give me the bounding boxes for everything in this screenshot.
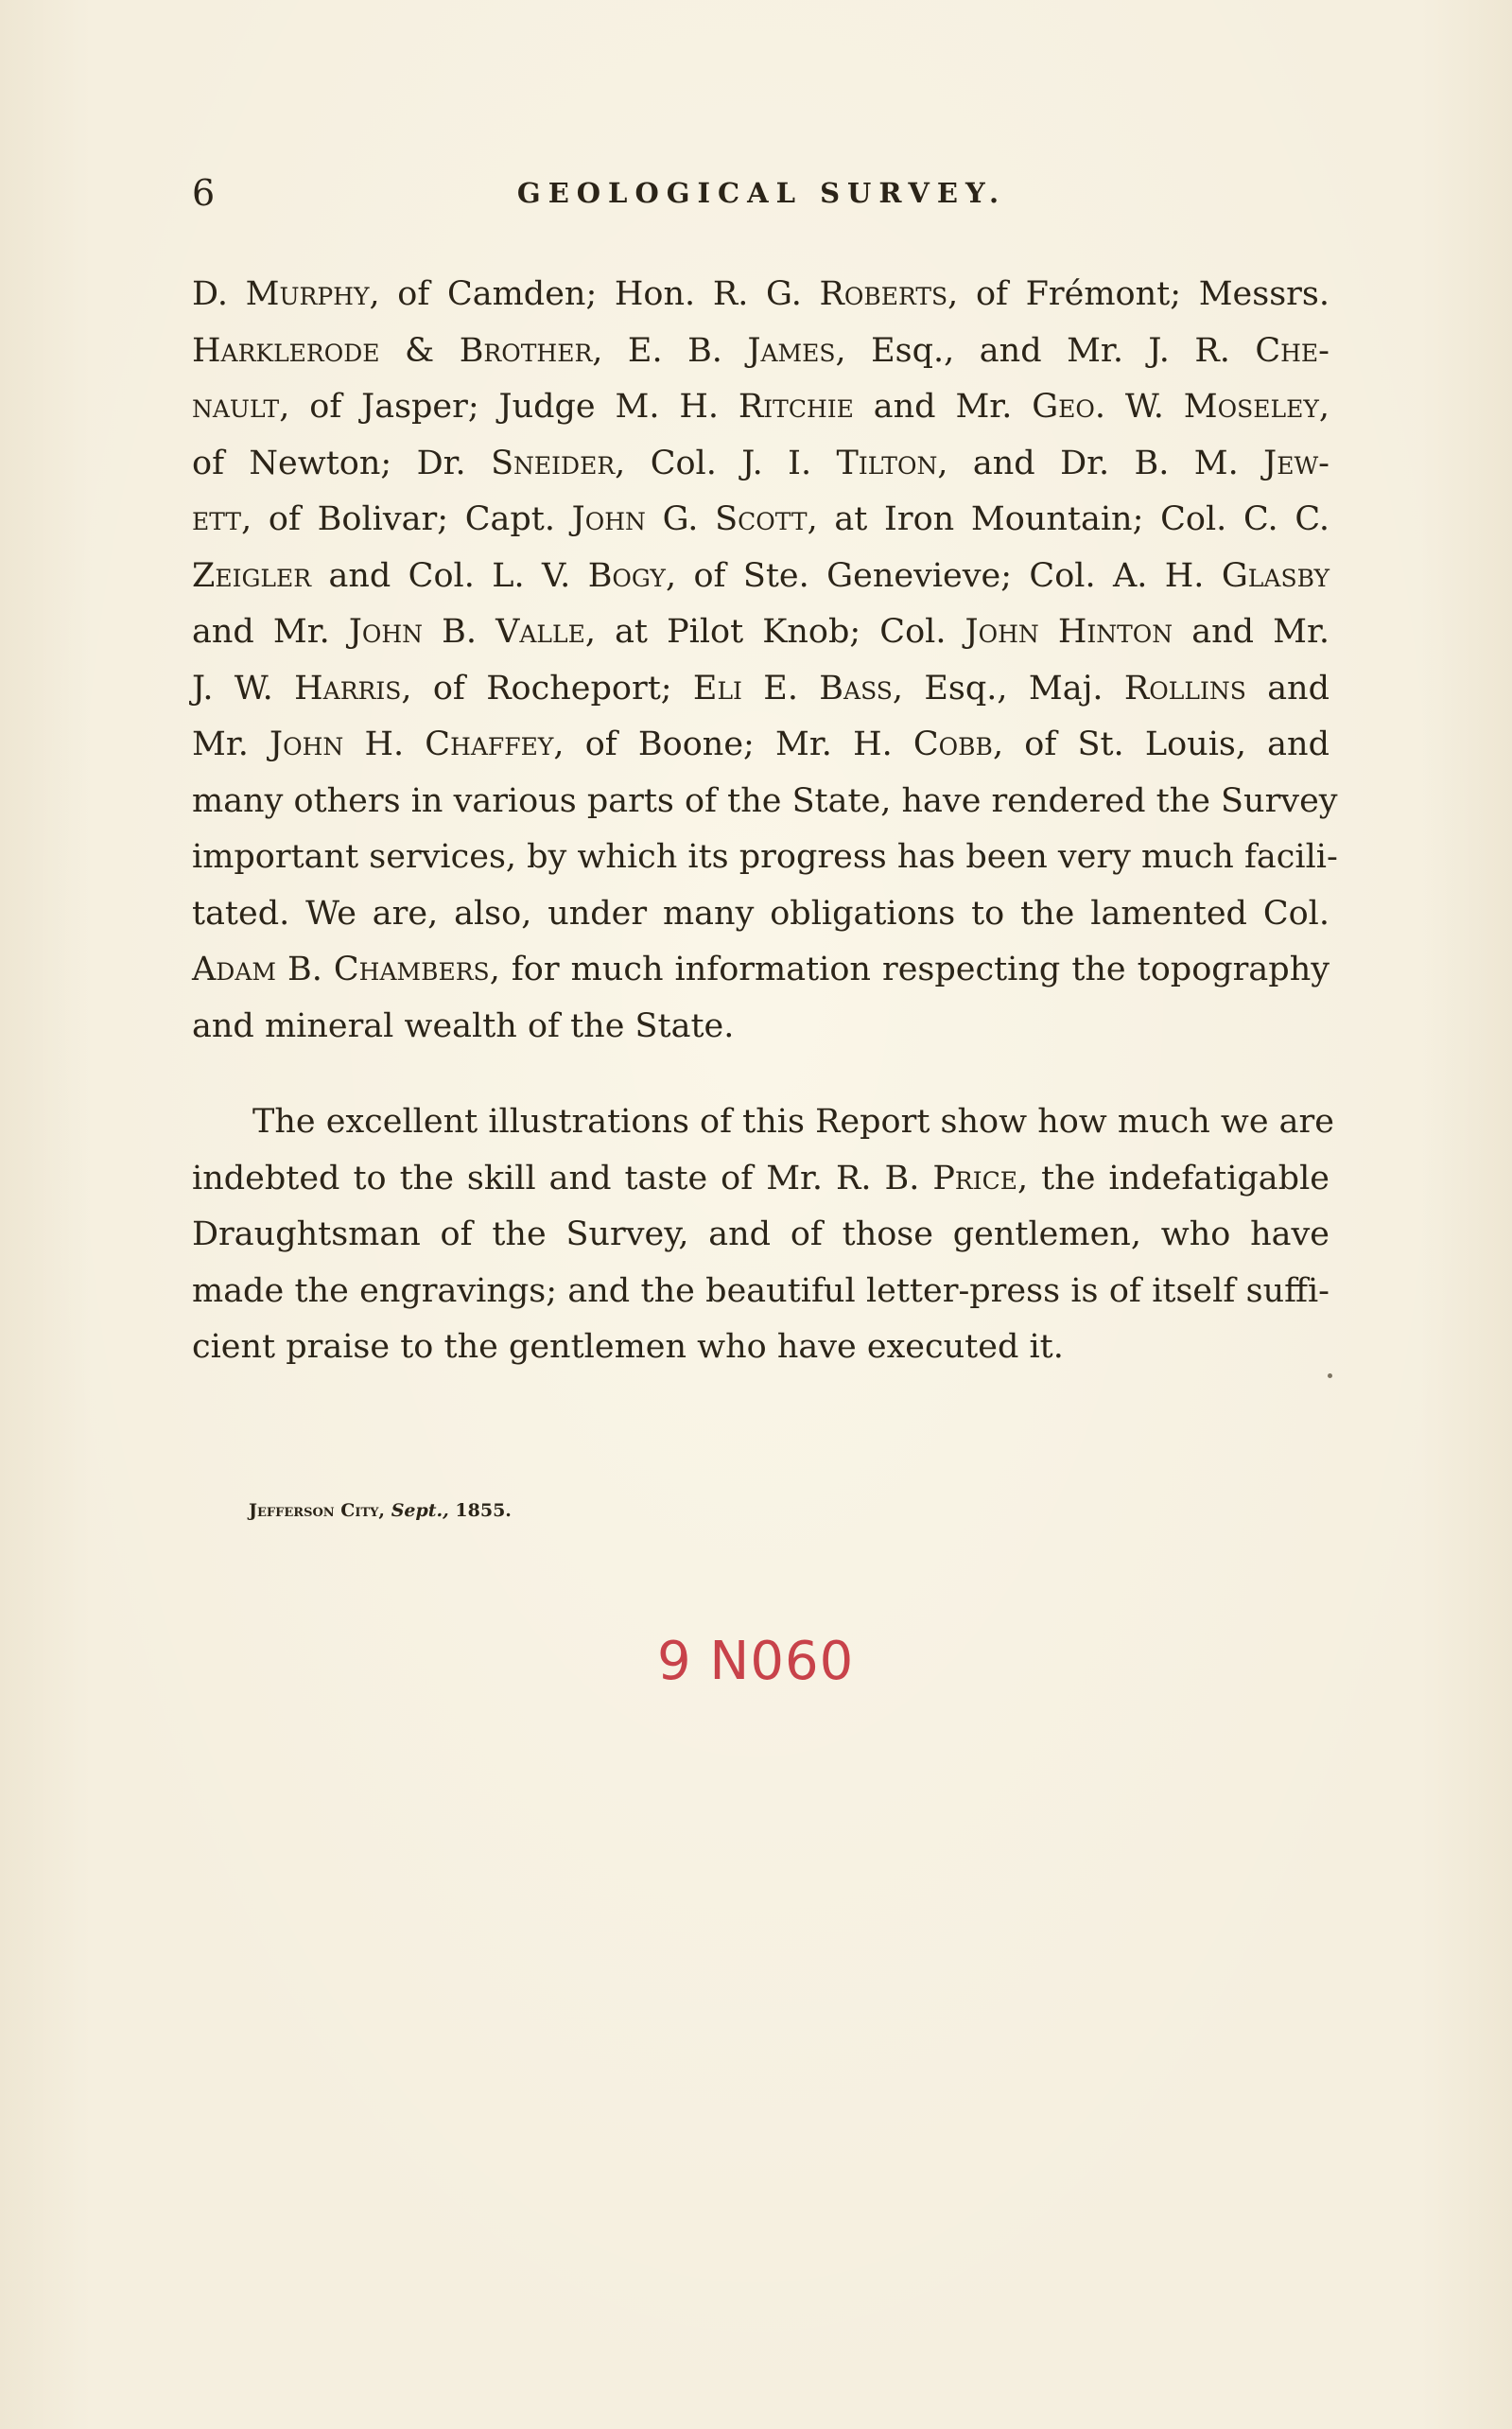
small-caps-name: James [747,331,836,370]
small-caps-name: Tilton [836,444,938,482]
small-caps-name: Zeigler [192,556,312,595]
library-stamp: 9 N060 [657,1631,855,1692]
text-run: tated. We are, also, under many obligations to the lamented Col. [192,894,1330,933]
running-title: GEOLOGICAL SURVEY. [516,177,1007,209]
small-caps-name: John Hinton [965,613,1173,651]
text-run: and Col. L. V. [311,556,588,595]
text-line [192,1207,1330,1264]
paragraph-acknowledgements [192,267,1338,1055]
text-run: and [1245,669,1330,708]
text-line [192,492,1330,549]
text-run: many others in various parts of the State, have rendered the Survey [192,781,1338,820]
paragraph-illustrations [192,1094,1334,1376]
text-line [192,379,1330,436]
text-run: , Col. J. I. [615,444,837,482]
signoff-place: Jefferson City, [249,1500,386,1521]
small-caps-name: Jew- [1263,444,1330,482]
small-caps-name: R. G. Roberts [712,275,948,313]
text-run: , Esq., Maj. [892,669,1124,708]
text-line [192,1319,1330,1376]
paragraph-gap [192,1055,1330,1094]
text-line [192,942,1330,999]
small-caps-name: Glasby [1221,556,1330,595]
signoff-place-date [249,1496,512,1525]
page-header [192,166,1331,219]
text-run: , of St. Louis, and [992,725,1330,763]
text-line [192,1151,1330,1208]
small-caps-name: Geo. W. Moseley [1032,388,1319,426]
text-line [192,436,1330,493]
small-caps-name: Harris [294,669,402,708]
text-run: , at Pilot Knob; Col. [584,613,965,651]
text-line [192,661,1330,718]
text-run: , [1318,388,1330,426]
text-run: , of Bolivar; Capt. [241,500,572,538]
small-caps-name: ett [192,500,242,538]
text-run: , of Boone; Mr. H. [553,725,913,763]
text-line [192,604,1330,661]
small-caps-name: nault [192,388,280,426]
body-text [192,267,1338,1376]
text-line [192,549,1330,605]
small-caps-name: Brother [459,331,593,370]
page-number: 6 [192,172,216,214]
text-run: & [379,331,460,370]
text-run: made the engravings; and the beautiful letter-press is of itself suffi- [192,1271,1330,1310]
text-run: Draughtsman of the Survey, and of those gentlemen, who have [192,1215,1330,1253]
text-run: cient praise to the gentlemen who have executed it. [192,1328,1064,1366]
small-caps-name: Eli E. Bass [692,669,893,708]
small-caps-name: Price [932,1159,1018,1197]
small-caps-name: Ritchie [738,388,854,426]
text-run: The excellent illustrations of this Report show how much we are [252,1103,1334,1141]
text-run: , of Camden; Hon. [369,275,713,313]
small-caps-name: Murphy [245,275,370,313]
text-run: , of Jasper; Judge M. H. [279,388,739,426]
text-run: , of Ste. Genevieve; Col. A. H. [665,556,1222,595]
text-run: important services, by which its progress has been very much facili- [192,838,1338,876]
text-run: J. W. [192,669,295,708]
text-run: , of Frémont; Messrs. [947,275,1330,313]
text-line [192,1264,1330,1320]
text-run: indebted to the skill and taste of Mr. R. B. [192,1159,933,1197]
text-line [192,774,1338,830]
text-line [192,717,1330,774]
text-line [192,999,1330,1056]
small-caps-name: John B. Valle [348,613,585,651]
signoff-month: Sept., [391,1500,449,1521]
small-caps-name: John G. Scott [571,500,808,538]
text-run: , and Dr. B. M. [937,444,1264,482]
small-caps-name: Che- [1255,331,1330,370]
text-run: , for much information respecting the topography [489,951,1330,988]
text-run: of Newton; Dr. [192,444,492,482]
text-line [192,830,1338,886]
small-caps-name: Harklerode [192,331,380,370]
text-run: , of Rocheport; [401,669,693,708]
small-caps-name: John H. Chaffey [269,725,554,763]
text-run: and Mr. [192,613,349,651]
small-caps-name: Cobb [912,725,993,763]
text-run: and Mr. [853,388,1033,426]
text-line [192,886,1330,943]
text-run: , E. B. [592,331,748,370]
small-caps-name: Bogy [587,556,666,595]
text-run: Mr. [192,725,270,763]
text-line [192,1094,1334,1151]
text-run: and Mr. [1173,613,1330,651]
text-run: , the indefatigable [1017,1159,1330,1197]
text-run: and mineral wealth of the State. [192,1006,735,1045]
text-run: , Esq., and Mr. J. R. [835,331,1256,370]
small-caps-name: Adam B. Chambers [192,951,490,988]
small-caps-name: Sneider [491,444,616,482]
signoff-year: 1855. [455,1500,512,1521]
small-caps-name: Rollins [1123,669,1246,708]
text-run: , at Iron Mountain; Col. C. C. [807,500,1330,538]
text-line [192,323,1330,380]
ink-speck [1328,1373,1332,1378]
text-line [192,267,1330,323]
text-run: D. [192,275,246,313]
